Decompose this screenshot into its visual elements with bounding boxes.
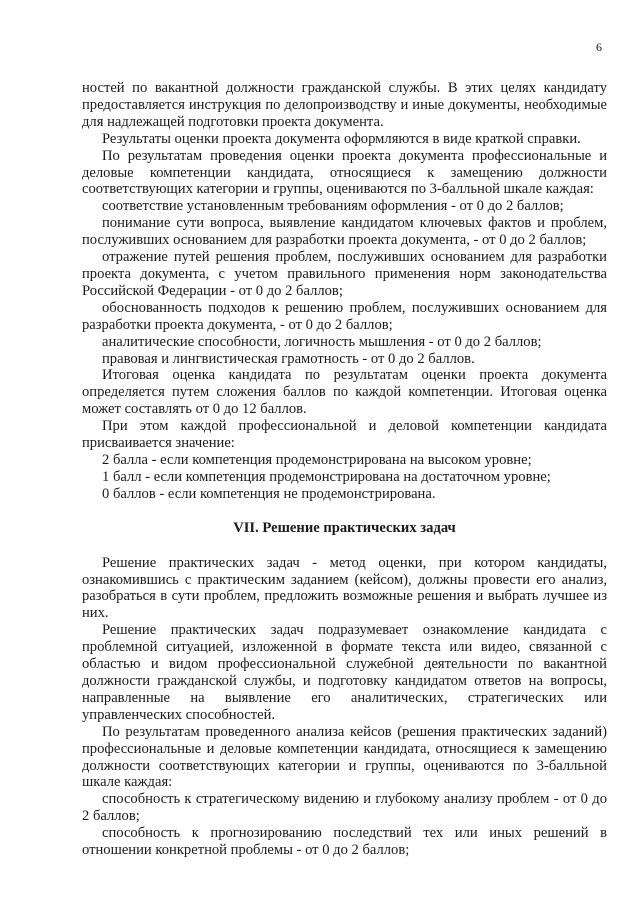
list-item: правовая и лингвистическая грамотность - от 0 до 2 баллов.	[102, 350, 475, 367]
section-heading: VII. Решение практических задач	[233, 519, 456, 536]
list-item: обоснованность подходов к решению проблем, послуживших основанием для разработки проекта документа, - от 0 до 2 баллов;	[82, 299, 607, 333]
list-item: аналитические способности, логичность мышления - от 0 до 2 баллов;	[102, 333, 542, 350]
paragraph: Решение практических задач подразумевает ознакомление кандидата с проблемной ситуацией, изложенной в формате текста или видео, связанной с областью и видом профессиональной служебной деятельности по вакантной должности гражданской службы, и подготовку кандидатом ответов на вопросы, направленные на выявление его аналитических, стратегических или управленческих способностей.	[82, 622, 607, 723]
list-item: отражение путей решения проблем, послуживших основанием для разработки проекта документа, с учетом правильного применения норм законодательства Российской Федерации - от 0 до 2 баллов;	[82, 249, 607, 299]
list-item: 0 баллов - если компетенция не продемонстрирована.	[102, 485, 436, 502]
document-body	[82, 80, 607, 859]
list-item: понимание сути вопроса, выявление кандидатом ключевых фактов и проблем, послуживших основанием для разработки проекта документа, - от 0 до 2 баллов;	[82, 215, 607, 249]
paragraph: При этом каждой профессиональной и деловой компетенции кандидата присваивается значение:	[82, 418, 607, 452]
paragraph: Итоговая оценка кандидата по результатам оценки проекта документа определяется путем сложения баллов по каждой компетенции. Итоговая оценка может составлять от 0 до 12 баллов.	[82, 367, 607, 418]
paragraph: ностей по вакантной должности гражданской службы. В этих целях кандидату предоставляется инструкция по делопроизводству и иные документы, необходимые для надлежащей подготовки проекта документа.	[82, 80, 607, 130]
list-item: 2 балла - если компетенция продемонстрирована на высоком уровне;	[102, 451, 532, 468]
paragraph: Решение практических задач - метод оценки, при котором кандидаты, ознакомившись с практическим заданием (кейсом), должны провести его анализ, разобраться в сути проблем, предложить возможные решения и выбрать лучшее из них.	[82, 554, 607, 622]
paragraph: По результатам проведенного анализа кейсов (решения практических заданий) профессиональные и деловые компетенции кандидата, относящиеся к замещению должности соответствующих категории и группы, оцениваются по 3-балльной шкале каждая:	[82, 723, 607, 791]
list-item: соответствие установленным требованиям оформления - от 0 до 2 баллов;	[102, 198, 564, 215]
paragraph: По результатам проведения оценки проекта документа профессиональные и деловые компетенции кандидата, относящиеся к замещению должности соответствующих категории и группы, оцениваются по 3-балльной шкале каждая:	[82, 147, 607, 198]
list-item: способность к прогнозированию последствий тех или иных решений в отношении конкретной проблемы - от 0 до 2 баллов;	[82, 825, 607, 859]
paragraph: Результаты оценки проекта документа оформляются в виде краткой справки.	[102, 130, 581, 147]
page-number: 6	[596, 40, 602, 54]
list-item: способность к стратегическому видению и глубокому анализу проблем - от 0 до 2 баллов;	[82, 791, 607, 825]
list-item: 1 балл - если компетенция продемонстрирована на достаточном уровне;	[102, 468, 551, 485]
